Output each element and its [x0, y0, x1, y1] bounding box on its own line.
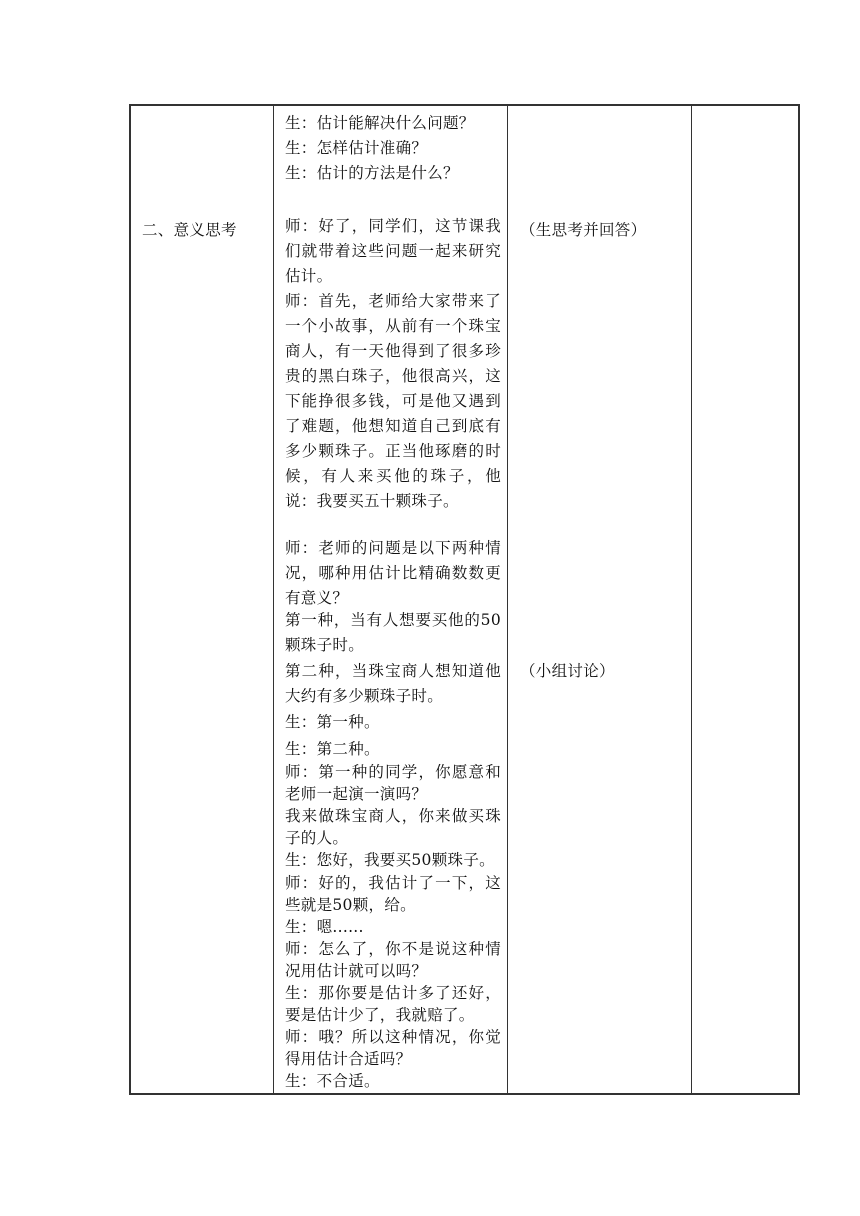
column-divider	[691, 106, 692, 1093]
dialogue-line: 师：好了，同学们，这节课我们就带着这些问题一起来研究估计。	[285, 217, 501, 285]
dialogue-line: 师：老师的问题是以下两种情况，哪种用估计比精确数数更有意义？	[285, 539, 501, 607]
dialogue-line: 第一种，当有人想要买他的50颗珠子时。	[285, 611, 501, 654]
column-divider	[273, 106, 274, 1093]
dialogue-column	[275, 106, 507, 1093]
dialogue-line: 师：第一种的同学，你愿意和老师一起演一演吗？	[285, 763, 501, 803]
dialogue-line: 师：怎么了，你不是说这种情况用估计就可以吗？	[285, 940, 501, 980]
section-label: 二、意义思考	[142, 221, 237, 239]
dialogue-line: 生：那你要是估计多了还好，要是估计少了，我就赔了。	[285, 984, 501, 1024]
dialogue-line: 生：估计能解决什么问题？	[285, 114, 475, 132]
lesson-plan-table	[129, 104, 800, 1095]
dialogue-line: 生：第二种。	[285, 740, 380, 758]
dialogue-line: 生：估计的方法是什么？	[285, 164, 459, 182]
notes-column	[693, 106, 800, 1093]
dialogue-line: 生：您好，我要买50颗珠子。	[285, 851, 495, 869]
dialogue-line: 师：哦？所以这种情况，你觉得用估计合适吗？	[285, 1028, 501, 1068]
dialogue-line: 生：怎样估计准确？	[285, 139, 428, 157]
dialogue-line: 生：嗯......	[285, 918, 364, 936]
student-activity-column	[509, 106, 691, 1093]
dialogue-line: 师：好的，我估计了一下，这些就是50颗，给。	[285, 874, 501, 914]
student-activity: （小组讨论）	[520, 662, 615, 680]
dialogue-line: 生：不合适。	[285, 1072, 380, 1090]
dialogue-line: 我来做珠宝商人，你来做买珠子的人。	[285, 807, 501, 847]
student-activity: （生思考并回答）	[520, 221, 647, 239]
column-divider	[507, 106, 508, 1093]
dialogue-line: 第二种，当珠宝商人想知道他大约有多少颗珠子时。	[285, 662, 501, 705]
dialogue-line: 生：第一种。	[285, 713, 380, 731]
dialogue-line: 师：首先，老师给大家带来了一个小故事，从前有一个珠宝商人，有一天他得到了很多珍贵的黑白珠子，他很高兴，这下能挣很多钱，可是他又遇到了难题，他想知道自己到底有多少颗珠子。正当他琢磨的时候，有人来买他的珠子，他说：我要买五十颗珠子。	[285, 292, 501, 510]
section-column	[131, 106, 273, 1093]
